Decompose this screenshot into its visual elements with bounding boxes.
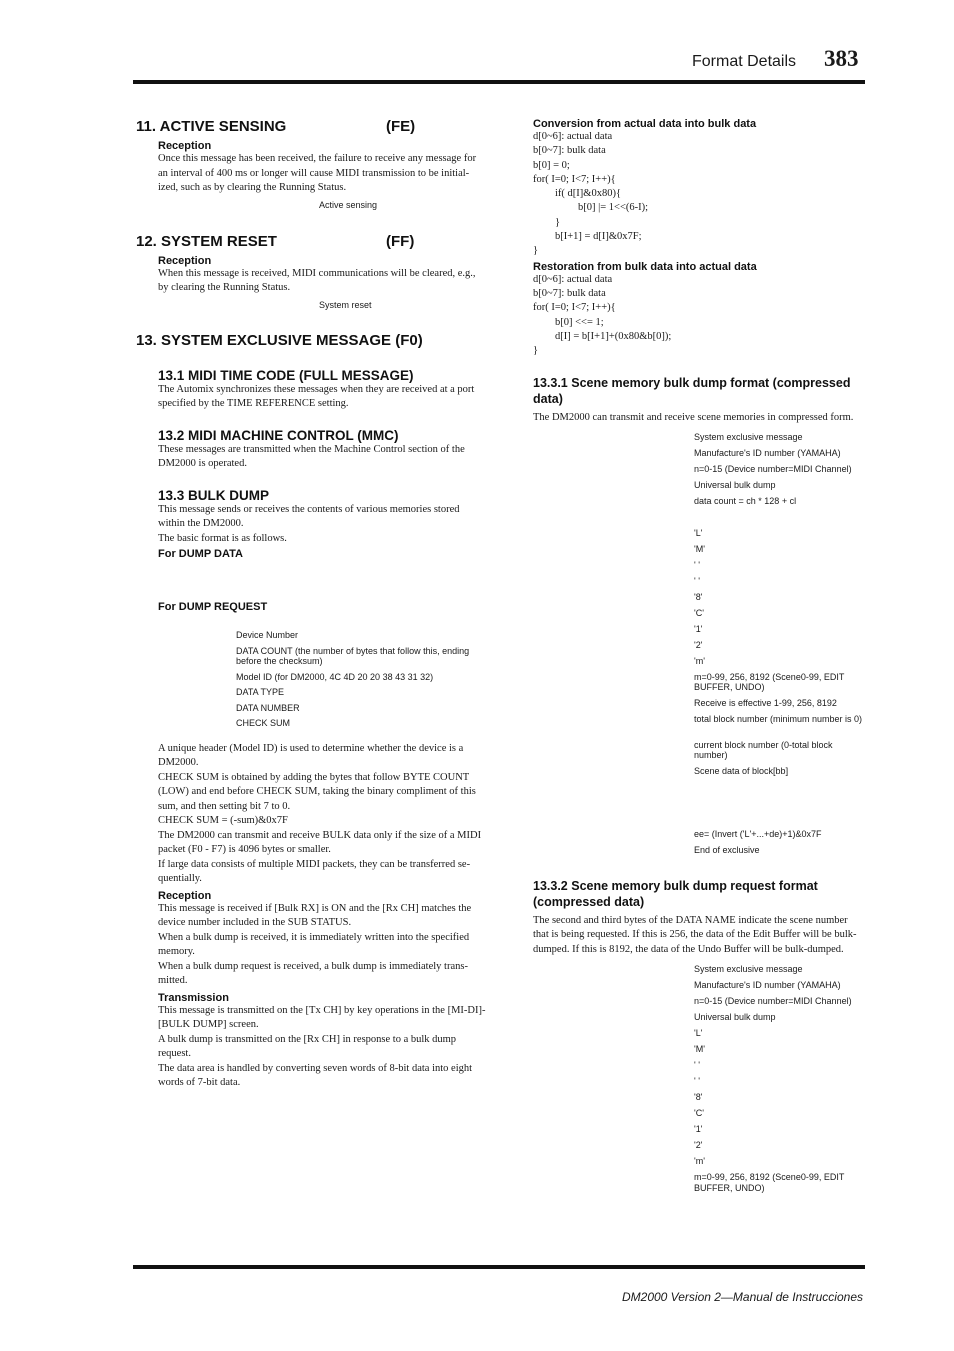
table-item: 'M' xyxy=(694,1044,705,1055)
footer-text: DM2000 Version 2—Manual de Instrucciones xyxy=(621,1290,863,1304)
conversion-code xyxy=(533,130,865,259)
paragraph: This message sends or receives the contents of various memories stored within the DM2000. xyxy=(158,503,460,529)
section-title: 12. SYSTEM RESET xyxy=(136,232,277,250)
code-line: b[0] <<= 1; xyxy=(555,316,604,328)
paragraph: When a bulk dump is received, it is immediately written into the specified memory. xyxy=(158,931,470,957)
paragraph: When a bulk dump request is received, a bulk dump is immediately trans-mitted. xyxy=(158,960,468,986)
table-item: Model ID (for DM2000, 4C 4D 20 20 38 43 31 32) xyxy=(236,671,434,682)
table-item: Scene data of block[bb] xyxy=(694,765,789,776)
table-item: ee= (Invert ('L'+...+de)+1)&0x7F xyxy=(694,828,822,839)
code-line: b[0] = 0; xyxy=(533,159,570,171)
code-line: d[I] = b[I+1]+(0x80&b[0]); xyxy=(555,330,672,342)
table-item: DATA NUMBER xyxy=(236,702,300,713)
table-item: Manufacture's ID number (YAMAHA) xyxy=(694,447,841,458)
table-item: m=0-99, 256, 8192 (Scene0-99, EDIT BUFFER, UNDO) xyxy=(694,1172,845,1193)
table-item: ' ' xyxy=(694,559,700,570)
code-line: } xyxy=(533,245,539,257)
section-11-heading xyxy=(136,118,488,140)
scene-request-table xyxy=(694,964,865,1196)
paragraph: A bulk dump is transmitted on the [Rx CH] in response to a bulk dump request. xyxy=(158,1033,457,1059)
table-item: 'C' xyxy=(694,1108,704,1119)
table-item: '2' xyxy=(694,1140,703,1151)
paragraph: CHECK SUM is obtained by adding the bytes that follow BYTE COUNT (LOW) and end before CHECK SUM, taking the binary compliment of this sum, and then setting bit 7 to 0. xyxy=(158,771,476,812)
code-line: for( I=0; I<7; I++){ xyxy=(533,173,616,185)
section-code: (FF) xyxy=(386,232,415,250)
section-code: (FE) xyxy=(386,118,416,135)
top-rule xyxy=(133,80,865,84)
reception-label: Reception xyxy=(158,140,212,152)
paragraph: When this message is received, MIDI communications will be cleared, e.g., by clearing the Running Status. xyxy=(158,267,476,293)
code-line: b[0] |= 1<<(6-I); xyxy=(578,202,649,214)
dump-data-label: For DUMP DATA xyxy=(158,548,243,560)
subsection-title: 13.1 MIDI TIME CODE (FULL MESSAGE) xyxy=(158,367,414,383)
transmission-label: Transmission xyxy=(158,991,229,1004)
section-title: 11. ACTIVE SENSING xyxy=(136,118,287,135)
table-item: 'm' xyxy=(694,1156,705,1167)
paragraph: The data area is handled by converting seven words of 8-bit data into eight words of 7-bit data. xyxy=(158,1062,473,1088)
right-column xyxy=(533,118,865,1196)
table-label: Active sensing xyxy=(319,199,378,210)
code-line: for( I=0; I<7; I++){ xyxy=(533,302,616,314)
code-line: b[0~7]: bulk data xyxy=(533,287,606,299)
table-item: ' ' xyxy=(694,1076,700,1087)
subsection-title: 13.3.2 Scene memory bulk dump request format (compressed data) xyxy=(533,878,818,909)
table-item: System exclusive message xyxy=(694,431,803,442)
code-line: b[I+1] = d[I]&0x7F; xyxy=(555,231,642,243)
header-title: Format Details xyxy=(692,53,797,70)
code-line: } xyxy=(555,216,561,228)
section-13-title: 13. SYSTEM EXCLUSIVE MESSAGE (F0) xyxy=(136,331,423,349)
table-item: n=0-15 (Device number=MIDI Channel) xyxy=(694,996,852,1007)
table-item: '8' xyxy=(694,1092,703,1103)
table-item: DATA COUNT (the number of bytes that follow this, ending before the checksum) xyxy=(236,645,470,666)
code-line: d[0~6]: actual data xyxy=(533,131,613,142)
table-item: current block number (0-total block number) xyxy=(694,739,833,761)
table-item: 'L' xyxy=(694,1028,703,1039)
table-item: 'C' xyxy=(694,607,704,618)
paragraph: The DM2000 can transmit and receive scene memories in compressed form. xyxy=(533,412,854,424)
table-item: '1' xyxy=(694,1124,703,1135)
table-item: ' ' xyxy=(694,1060,700,1071)
paragraph: The second and third bytes of the DATA NAME indicate the scene number that is being requested. If this is 256, the data of the Edit Buffer will be bulk-dumped. If this is 8192, the data of the Undo Buffer will be bulk-dumped. xyxy=(533,914,857,955)
paragraph: Once this message has been received, the failure to receive any message for an interval of 400 ms or longer will cause MIDI transmission to be initial-ized, such as by clearing the Running Status. xyxy=(158,153,477,193)
table-item: Universal bulk dump xyxy=(694,479,776,490)
subsection-title: 13.2 MIDI MACHINE CONTROL (MMC) xyxy=(158,427,399,443)
table-item: m=0-99, 256, 8192 (Scene0-99, EDIT BUFFER, UNDO) xyxy=(694,671,845,693)
table-item: ' ' xyxy=(694,575,700,586)
table-item: Device Number xyxy=(236,630,299,640)
dump-request-label: For DUMP REQUEST xyxy=(158,601,268,613)
section-12-heading xyxy=(136,233,488,255)
reception-label: Reception xyxy=(158,889,212,902)
table-item: Receive is effective 1-99, 256, 8192 xyxy=(694,697,837,708)
paragraph: If large data consists of multiple MIDI packets, they can be transferred se-quentially. xyxy=(158,858,471,884)
table-item: CHECK SUM xyxy=(236,718,291,728)
paragraph: A unique header (Model ID) is used to determine whether the device is a DM2000. xyxy=(158,742,464,768)
table-item: total block number (minimum number is 0) xyxy=(694,713,863,724)
table-item: n=0-15 (Device number=MIDI Channel) xyxy=(694,463,852,474)
table-label: System reset xyxy=(319,299,372,310)
scene-dump-table xyxy=(694,432,865,861)
table-item: Universal bulk dump xyxy=(694,1012,776,1023)
table-item: '1' xyxy=(694,623,703,634)
table-item: '2' xyxy=(694,639,703,650)
paragraph: This message is received if [Bulk RX] is ON and the [Rx CH] matches the device number included in the SUB STATUS. xyxy=(158,902,472,928)
code-line: } xyxy=(533,345,539,357)
table-item: 'L' xyxy=(694,527,703,538)
code-line: d[0~6]: actual data xyxy=(533,273,613,285)
table-item: '8' xyxy=(694,591,703,602)
table-item: DATA TYPE xyxy=(236,687,285,697)
paragraph: The DM2000 can transmit and receive BULK data only if the size of a MIDI packet (F0 - F7) is 4096 bytes or smaller. xyxy=(158,829,482,855)
paragraph: CHECK SUM = (-sum)&0x7F xyxy=(158,815,288,826)
table-item: System exclusive message xyxy=(694,964,803,975)
table-item: data count = ch * 128 + cl xyxy=(694,495,797,506)
bottom-rule xyxy=(133,1265,865,1269)
reception-label: Reception xyxy=(158,254,212,267)
table-item: 'M' xyxy=(694,543,705,554)
code-line: b[0~7]: bulk data xyxy=(533,145,606,157)
conversion-title: Conversion from actual data into bulk data xyxy=(533,118,757,130)
paragraph: The Automix synchronizes these messages when they are received at a port specified by the TIME REFERENCE setting. xyxy=(158,383,475,409)
left-column xyxy=(136,118,488,1091)
paragraph: The basic format is as follows. xyxy=(158,532,287,544)
paragraph: This message is transmitted on the [Tx CH] by key operations in the [MI-DI]-[BULK DUMP] screen. xyxy=(158,1004,486,1030)
paragraph: These messages are transmitted when the Machine Control section of the DM2000 is operated. xyxy=(158,443,465,469)
restoration-code xyxy=(533,273,865,359)
table-item: Manufacture's ID number (YAMAHA) xyxy=(694,980,841,991)
restoration-title: Restoration from bulk data into actual data xyxy=(533,260,757,273)
subsection-title: 13.3.1 Scene memory bulk dump format (compressed data) xyxy=(533,376,851,407)
table-item: 'm' xyxy=(694,655,705,666)
subsection-title: 13.3 BULK DUMP xyxy=(158,487,270,503)
table-item: End of exclusive xyxy=(694,844,760,855)
bulk-dump-table xyxy=(236,630,488,729)
code-line: if( d[I]&0x80){ xyxy=(555,188,621,200)
page-number: 383 xyxy=(824,46,859,71)
